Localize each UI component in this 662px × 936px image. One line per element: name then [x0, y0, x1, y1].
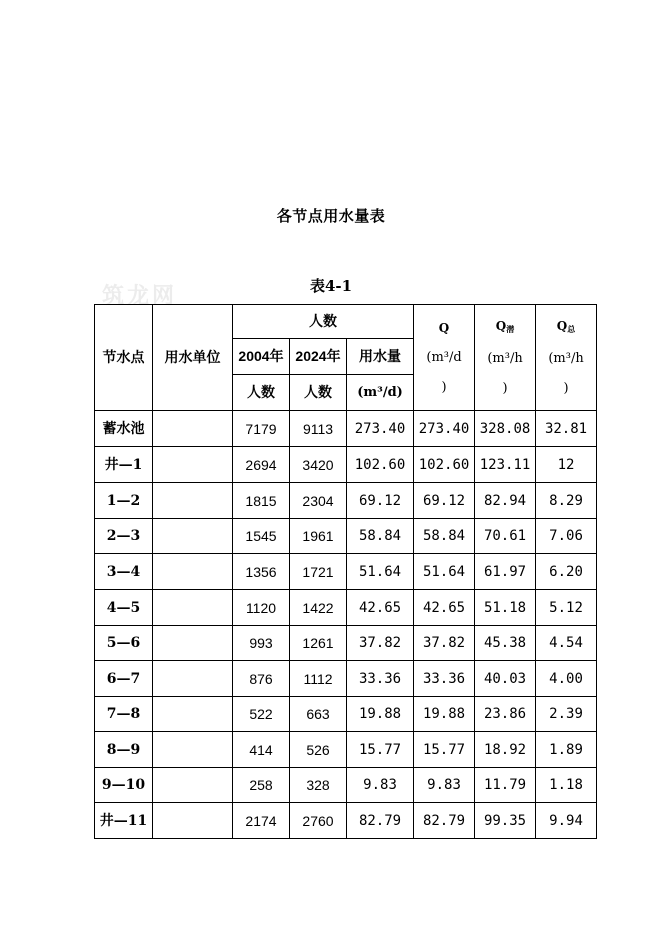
q-cell: 37.82 — [414, 626, 475, 661]
water-cell: 9.83 — [347, 768, 414, 803]
header-row-1 — [95, 305, 597, 339]
q-cell: 33.36 — [414, 661, 475, 697]
water-cell: 19.88 — [347, 697, 414, 732]
header-q-unit-1: (m³/d — [426, 349, 462, 365]
qmax-cell: 82.94 — [475, 483, 536, 519]
pop-2024-cell: 2304 — [290, 483, 347, 519]
node-cell: 7—8 — [95, 697, 153, 732]
node-cell: 井—1 — [95, 447, 153, 483]
unit-cell — [153, 803, 233, 839]
table-row — [95, 768, 597, 803]
pop-2024-cell: 1721 — [290, 554, 347, 590]
header-population: 人数 — [233, 305, 414, 339]
unit-cell — [153, 554, 233, 590]
header-qmax — [475, 305, 536, 411]
water-usage-table — [94, 304, 597, 839]
qavg-cell: 6.20 — [536, 554, 597, 590]
water-cell: 37.82 — [347, 626, 414, 661]
q-cell: 273.40 — [414, 411, 475, 447]
pop-2004-cell: 993 — [233, 626, 290, 661]
qavg-cell: 1.89 — [536, 732, 597, 768]
node-cell: 2—3 — [95, 519, 153, 554]
page-title: 各节点用水量表 — [276, 207, 386, 225]
pop-2004-cell: 1815 — [233, 483, 290, 519]
table-row — [95, 626, 597, 661]
water-cell: 69.12 — [347, 483, 414, 519]
header-qavg — [536, 305, 597, 411]
node-cell: 蓄水池 — [95, 411, 153, 447]
qavg-cell: 4.54 — [536, 626, 597, 661]
table-row — [95, 554, 597, 590]
qavg-cell: 9.94 — [536, 803, 597, 839]
water-cell: 15.77 — [347, 732, 414, 768]
q-cell: 102.60 — [414, 447, 475, 483]
node-cell: 1—2 — [95, 483, 153, 519]
header-q — [414, 305, 475, 411]
header-water-line2: (m³/d) — [347, 375, 414, 411]
table-row — [95, 590, 597, 626]
qmax-cell: 11.79 — [475, 768, 536, 803]
qmax-cell: 61.97 — [475, 554, 536, 590]
node-cell: 5—6 — [95, 626, 153, 661]
qavg-cell: 7.06 — [536, 519, 597, 554]
pop-2004-cell: 2174 — [233, 803, 290, 839]
pop-2024-cell: 3420 — [290, 447, 347, 483]
header-unit: 用水单位 — [153, 305, 233, 411]
header-qavg-sub: 总 — [567, 324, 576, 334]
qmax-cell: 328.08 — [475, 411, 536, 447]
qavg-cell: 8.29 — [536, 483, 597, 519]
table-row — [95, 519, 597, 554]
q-cell: 42.65 — [414, 590, 475, 626]
header-qavg-unit-2: ) — [563, 381, 569, 396]
qmax-cell: 18.92 — [475, 732, 536, 768]
q-cell: 19.88 — [414, 697, 475, 732]
header-q-unit-2: ) — [441, 379, 447, 395]
pop-2004-cell: 1120 — [233, 590, 290, 626]
header-pop-2024-line1: 2024年 — [290, 339, 347, 375]
pop-2004-cell: 258 — [233, 768, 290, 803]
node-cell: 6—7 — [95, 661, 153, 697]
unit-cell — [153, 626, 233, 661]
unit-cell — [153, 732, 233, 768]
qavg-cell: 12 — [536, 447, 597, 483]
unit-cell — [153, 411, 233, 447]
pop-2024-cell: 526 — [290, 732, 347, 768]
node-cell: 4—5 — [95, 590, 153, 626]
q-cell: 69.12 — [414, 483, 475, 519]
table-row — [95, 803, 597, 839]
header-pop-2004-line1: 2004年 — [233, 339, 290, 375]
watermark: 筑龙网 — [102, 283, 178, 309]
q-cell: 51.64 — [414, 554, 475, 590]
table-row — [95, 732, 597, 768]
pop-2004-cell: 1356 — [233, 554, 290, 590]
header-qavg-unit-1: (m³/h — [548, 351, 584, 366]
pop-2024-cell: 2760 — [290, 803, 347, 839]
table-row — [95, 697, 597, 732]
q-cell: 9.83 — [414, 768, 475, 803]
table-row — [95, 661, 597, 697]
header-water-line1: 用水量 — [347, 339, 414, 375]
qmax-cell: 40.03 — [475, 661, 536, 697]
pop-2024-cell: 9113 — [290, 411, 347, 447]
qavg-cell: 32.81 — [536, 411, 597, 447]
pop-2004-cell: 414 — [233, 732, 290, 768]
header-qavg-label: Q — [556, 319, 568, 333]
pop-2004-cell: 876 — [233, 661, 290, 697]
q-cell: 15.77 — [414, 732, 475, 768]
node-cell: 井—11 — [95, 803, 153, 839]
qmax-cell: 23.86 — [475, 697, 536, 732]
table-row — [95, 411, 597, 447]
pop-2004-cell: 522 — [233, 697, 290, 732]
header-q-label: Q — [438, 320, 450, 335]
header-qmax-unit-2: ) — [502, 381, 508, 396]
water-cell: 102.60 — [347, 447, 414, 483]
pop-2024-cell: 328 — [290, 768, 347, 803]
pop-2024-cell: 663 — [290, 697, 347, 732]
table-row — [95, 483, 597, 519]
qavg-cell: 2.39 — [536, 697, 597, 732]
qmax-cell: 51.18 — [475, 590, 536, 626]
water-cell: 58.84 — [347, 519, 414, 554]
water-cell: 273.40 — [347, 411, 414, 447]
pop-2004-cell: 1545 — [233, 519, 290, 554]
unit-cell — [153, 590, 233, 626]
header-node: 节水点 — [95, 305, 153, 411]
qavg-cell: 5.12 — [536, 590, 597, 626]
unit-cell — [153, 661, 233, 697]
table-number: 表4-1 — [309, 277, 353, 295]
q-cell: 82.79 — [414, 803, 475, 839]
water-cell: 82.79 — [347, 803, 414, 839]
node-cell: 8—9 — [95, 732, 153, 768]
pop-2024-cell: 1261 — [290, 626, 347, 661]
unit-cell — [153, 483, 233, 519]
unit-cell — [153, 447, 233, 483]
node-cell: 9—10 — [95, 768, 153, 803]
qmax-cell: 45.38 — [475, 626, 536, 661]
unit-cell — [153, 519, 233, 554]
header-qmax-label: Q — [495, 319, 507, 333]
pop-2024-cell: 1112 — [290, 661, 347, 697]
q-cell: 58.84 — [414, 519, 475, 554]
header-pop-2024-line2: 人数 — [290, 375, 347, 411]
pop-2024-cell: 1422 — [290, 590, 347, 626]
unit-cell — [153, 697, 233, 732]
qmax-cell: 99.35 — [475, 803, 536, 839]
table-row — [95, 447, 597, 483]
unit-cell — [153, 768, 233, 803]
qavg-cell: 4.00 — [536, 661, 597, 697]
header-pop-2004-line2: 人数 — [233, 375, 290, 411]
pop-2004-cell: 2694 — [233, 447, 290, 483]
water-cell: 42.65 — [347, 590, 414, 626]
node-cell: 3—4 — [95, 554, 153, 590]
qmax-cell: 70.61 — [475, 519, 536, 554]
pop-2004-cell: 7179 — [233, 411, 290, 447]
pop-2024-cell: 1961 — [290, 519, 347, 554]
header-qmax-sub: 潜 — [506, 324, 515, 334]
qavg-cell: 1.18 — [536, 768, 597, 803]
water-cell: 51.64 — [347, 554, 414, 590]
header-qmax-unit-1: (m³/h — [487, 351, 523, 366]
qmax-cell: 123.11 — [475, 447, 536, 483]
water-cell: 33.36 — [347, 661, 414, 697]
